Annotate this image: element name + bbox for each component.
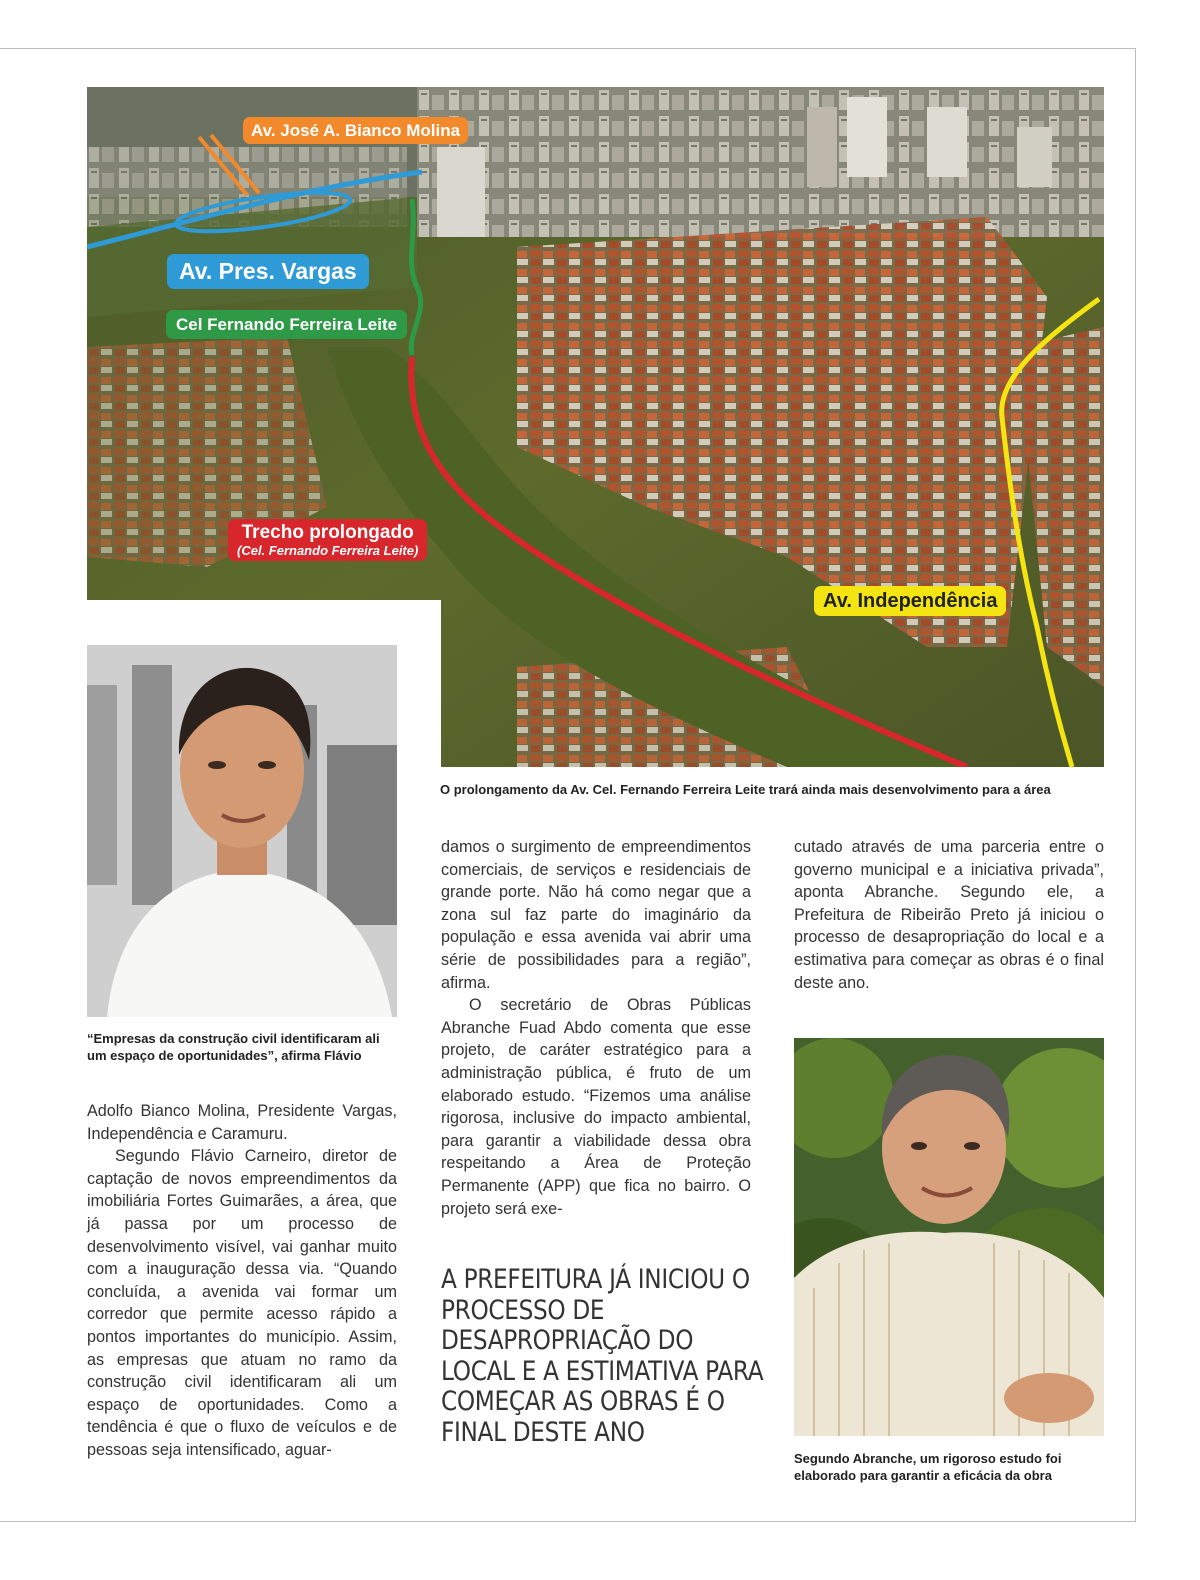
article-column-2	[441, 836, 751, 1220]
flavio-portrait-photo	[87, 645, 397, 1017]
col2-paragraph-2: O secretário de Obras Públicas Abranche Fuad Abdo comenta que esse projeto, de caráter estratégico para a administração pública, é fruto de um elaborado estudo. “Fizemos uma análise rigorosa, inclusive do impacto ambiental, para garantir a viabilidade dessa obra respeitando a Área de Proteção Permanente (APP) que fica no bairro. O projeto será exe-	[441, 996, 751, 1218]
label-trecho-prolongado	[228, 519, 427, 561]
col2-paragraph-1: damos o surgimento de empreendimentos comerciais, de serviços e residenciais de grande porte. Não há como negar que a zona sul faz parte do imaginário da população e essa avenida vai abrir uma série de possibilidades para a região”, afirma.	[441, 838, 751, 992]
map-caption: O prolongamento da Av. Cel. Fernando Ferreira Leite trará ainda mais desenvolvimento para a área	[440, 782, 1051, 797]
label-trecho-sub: (Cel. Fernando Ferreira Leite)	[237, 543, 419, 558]
flavio-caption-line1: “Empresas da construção civil identificaram ali	[87, 1031, 380, 1046]
article-column-3	[794, 836, 1104, 994]
col1-paragraph-2: Segundo Flávio Carneiro, diretor de captação de novos empreendimentos da imobiliária Fortes Guimarães, a área, que já passa por um processo de desenvolvimento visível, vai ganhar muito com a inauguração dessa via. “Quando concluída, a avenida vai formar um corredor que permite acesso rápido a pontos importantes do município. Assim, as empresas que atuam no ramo da construção civil identificaram ali um espaço de oportunidades. Como a tendência é que o fluxo de veículos e de pessoas seja intensificado, aguar-	[87, 1147, 397, 1459]
label-av-jose-bianco: Av. José A. Bianco Molina	[243, 117, 468, 144]
label-cel-fernando: Cel Fernando Ferreira Leite	[166, 310, 407, 339]
col3-paragraph-1: cutado através de uma parceria entre o governo municipal e a iniciativa privada”, aponta Abranche. Segundo ele, a Prefeitura de Ribeirão Preto já iniciou o processo de desapropriação do local e a estimativa para começar as obras é o final deste ano.	[794, 838, 1104, 992]
col1-paragraph-1: Adolfo Bianco Molina, Presidente Vargas, Independência e Caramuru.	[87, 1102, 397, 1143]
abranche-caption-line2: elaborado para garantir a eficácia da obra	[794, 1468, 1052, 1483]
flavio-caption-line2: um espaço de oportunidades”, afirma Flávio	[87, 1048, 362, 1063]
label-trecho-title: Trecho prolongado	[241, 522, 414, 543]
label-av-independencia: Av. Independência	[814, 586, 1006, 616]
flavio-caption	[87, 1030, 407, 1064]
pull-quote: A PREFEITURA JÁ INICIOU O PROCESSO DE DESAPROPRIAÇÃO DO LOCAL E A ESTIMATIVA PARA COMEÇAR AS OBRAS É O FINAL DESTE ANO	[441, 1264, 764, 1448]
abranche-caption-line1: Segundo Abranche, um rigoroso estudo foi	[794, 1451, 1062, 1466]
abranche-caption	[794, 1450, 1124, 1484]
abranche-portrait-photo	[794, 1038, 1104, 1436]
label-av-pres-vargas: Av. Pres. Vargas	[167, 254, 369, 289]
article-column-1	[87, 1100, 397, 1462]
